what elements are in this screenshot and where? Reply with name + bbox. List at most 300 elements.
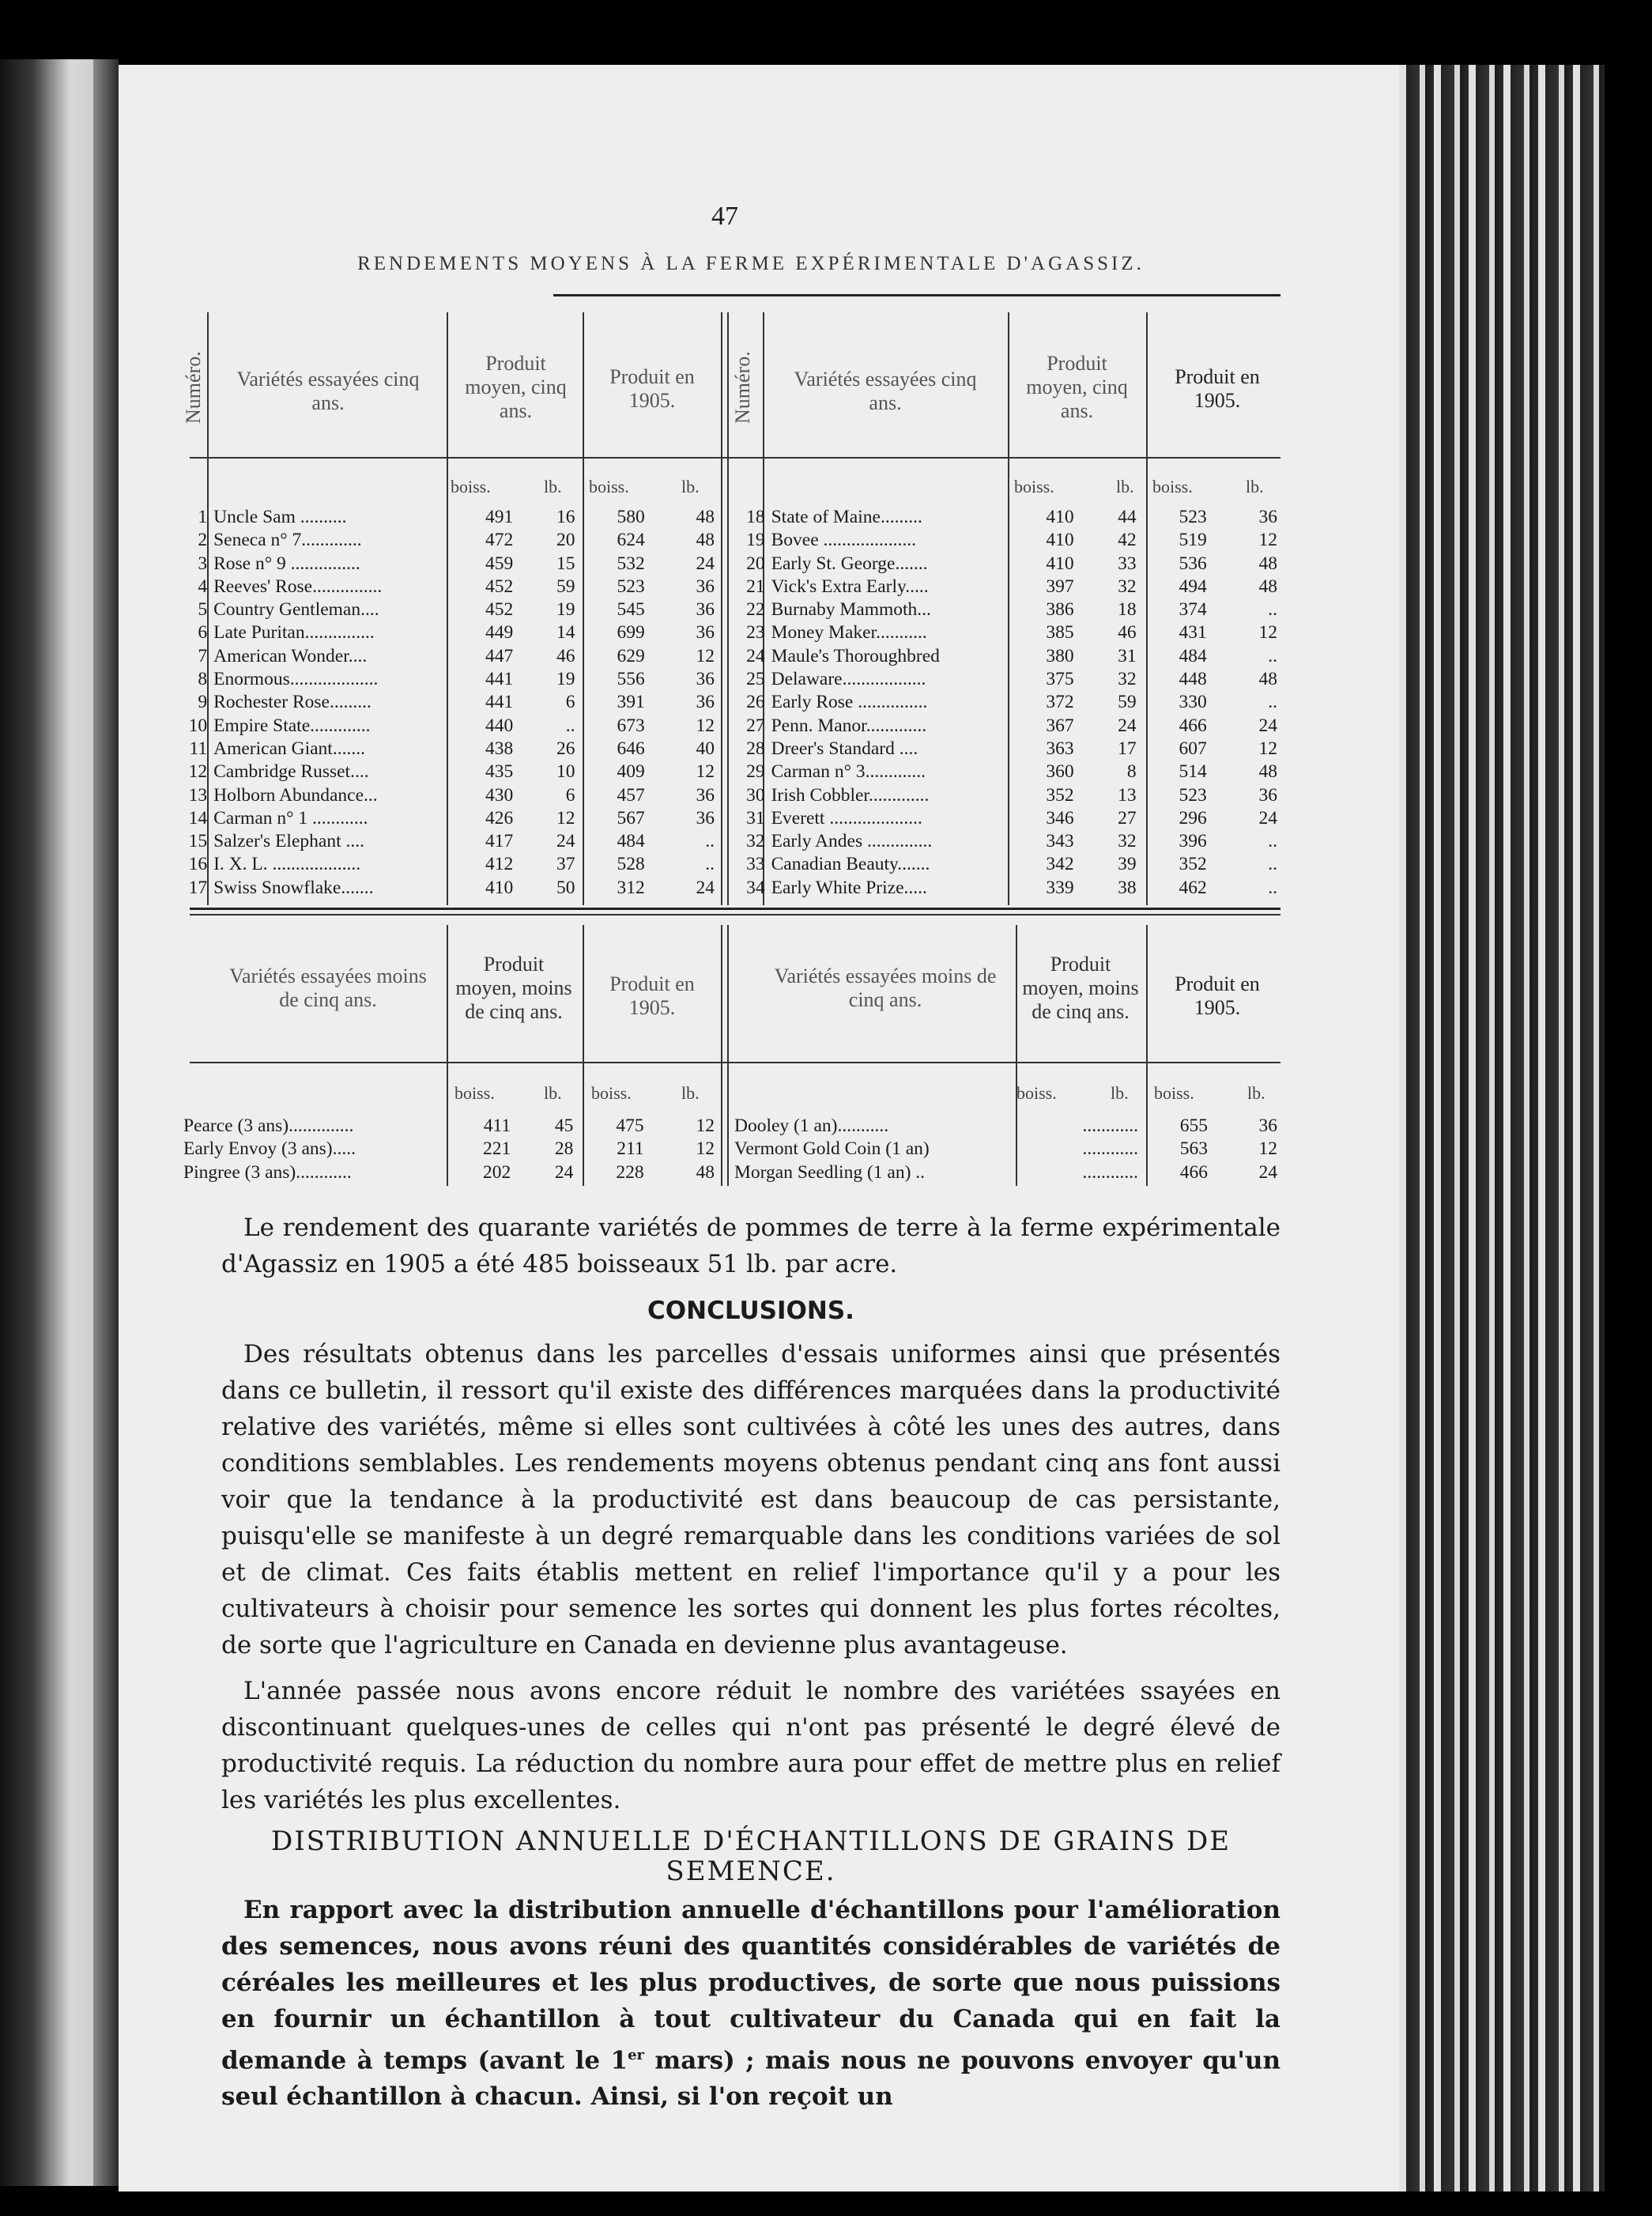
table2-col-variete-left: Variétés essayées moins de cinq ans. <box>229 965 427 1011</box>
cell-c: 484 <box>617 831 645 852</box>
cell-b: 37 <box>556 854 575 875</box>
cell-b: 31 <box>1118 645 1137 666</box>
cell-d: 12 <box>1258 738 1277 759</box>
cell-a: 410 <box>1046 553 1074 574</box>
cell-n: 18 <box>746 507 765 527</box>
cell-n: 22 <box>746 599 765 621</box>
table2-col-moyen-right: Produit moyen, moins de cinq ans. <box>1022 953 1139 1023</box>
cell-c: 563 <box>1179 1138 1208 1160</box>
cell-b: 33 <box>1118 553 1137 574</box>
cell-a: ............ <box>1082 1138 1138 1160</box>
unit-lb: lb. <box>1246 477 1264 496</box>
cell-n: 34 <box>746 877 765 898</box>
cell-d: 12 <box>1258 622 1277 644</box>
cell-c: 646 <box>617 738 645 759</box>
cell-c: 523 <box>1179 507 1207 527</box>
unit-lb: lb. <box>681 1083 700 1103</box>
cell-name: Canadian Beauty....... <box>771 854 930 875</box>
cell-d: 48 <box>1258 761 1277 783</box>
unit-lb: lb. <box>1116 477 1134 496</box>
cell-a: 367 <box>1046 715 1074 736</box>
cell-n: 28 <box>746 738 765 759</box>
table2-vline <box>721 925 722 1186</box>
cell-a: 441 <box>485 669 514 690</box>
cell-a: 343 <box>1046 831 1074 852</box>
cell-name: Holborn Abundance... <box>213 784 378 806</box>
cell-n: 16 <box>188 854 208 875</box>
cell-n: 17 <box>188 877 208 898</box>
cell-a: 459 <box>485 553 514 574</box>
cell-d: 48 <box>1258 669 1277 690</box>
table-row <box>731 621 1280 644</box>
cell-b: 19 <box>556 599 575 621</box>
cell-name: Irish Cobbler............. <box>771 784 930 806</box>
cell-name: Rose n° 9 ............... <box>213 553 360 574</box>
cell-b: 12 <box>556 807 575 829</box>
table1-col-variete-right: Variétés essayées cinq ans. <box>794 368 977 414</box>
cell-name: Burnaby Mammoth... <box>771 599 931 621</box>
cell-n: 19 <box>746 530 765 551</box>
cell-a: 440 <box>485 715 514 736</box>
cell-c: 466 <box>1179 715 1207 736</box>
cell-c: 523 <box>617 576 645 597</box>
cell-b: .. <box>565 715 575 736</box>
cell-d: 12 <box>696 1138 715 1160</box>
cell-name: Reeves' Rose............... <box>213 576 383 597</box>
cell-c: 580 <box>617 507 645 527</box>
cell-name: Early St. George....... <box>771 553 928 574</box>
cell-name: Enormous................... <box>213 669 379 690</box>
table-row <box>731 1138 1280 1161</box>
cell-d: 36 <box>696 599 715 621</box>
cell-a: 410 <box>1046 507 1074 527</box>
table-row <box>180 645 718 668</box>
table-row <box>180 715 718 738</box>
cell-n: 3 <box>198 553 208 574</box>
cell-a: 352 <box>1046 784 1074 806</box>
cell-name: State of Maine......... <box>771 507 922 527</box>
cell-a: 339 <box>1046 877 1074 898</box>
table-row <box>731 807 1280 830</box>
cell-d: .. <box>1268 599 1277 621</box>
cell-c: 409 <box>617 761 645 783</box>
cell-d: 48 <box>696 530 715 551</box>
cell-b: 13 <box>1118 784 1137 806</box>
table-row <box>180 738 718 761</box>
unit-boiss: boiss. <box>1152 477 1193 496</box>
cell-d: 48 <box>1258 553 1277 574</box>
cell-name: Uncle Sam .......... <box>213 507 347 527</box>
table2-header-rule <box>190 1062 1280 1063</box>
cell-n: 26 <box>746 692 765 713</box>
cell-c: 330 <box>1179 692 1207 713</box>
cell-c: 484 <box>1179 645 1207 666</box>
cell-n: 33 <box>746 854 765 875</box>
table1-bottom-rule <box>190 908 1280 910</box>
cell-d: 36 <box>696 669 715 690</box>
cell-b: 32 <box>1118 831 1137 852</box>
cell-a: 449 <box>485 622 514 644</box>
cell-n: 2 <box>198 530 208 551</box>
cell-a: 380 <box>1046 645 1074 666</box>
cell-name: Salzer's Elephant .... <box>213 831 364 852</box>
unit-lb: lb. <box>544 477 562 496</box>
cell-n: 1 <box>198 507 208 527</box>
cell-d: .. <box>1268 854 1277 875</box>
cell-n: 31 <box>746 807 765 829</box>
table-row <box>731 761 1280 783</box>
cell-b: 27 <box>1118 807 1137 829</box>
cell-d: 12 <box>696 1116 715 1136</box>
cell-c: 228 <box>616 1161 644 1183</box>
cell-d: 24 <box>696 553 715 574</box>
cell-d: 12 <box>1258 530 1277 551</box>
cell-d: 36 <box>696 622 715 644</box>
cell-b: 42 <box>1118 530 1137 551</box>
distribution-superscript: er <box>628 2047 645 2063</box>
cell-a: 202 <box>482 1161 511 1183</box>
table-row <box>731 598 1280 621</box>
cell-d: 36 <box>696 692 715 713</box>
table-row <box>731 668 1280 691</box>
table-row <box>180 576 718 598</box>
cell-name: Carman n° 3............. <box>771 761 926 783</box>
cell-name: Bovee .................... <box>771 530 917 551</box>
cell-c: 211 <box>617 1138 644 1160</box>
cell-name: Early Andes .............. <box>771 831 933 852</box>
cell-name: Money Maker........... <box>771 622 927 644</box>
cell-c: 699 <box>617 622 645 644</box>
table-row <box>180 553 718 576</box>
cell-a: 372 <box>1046 692 1074 713</box>
cell-b: 10 <box>556 761 575 783</box>
cell-name: Maule's Thoroughbred <box>771 645 940 666</box>
table2-col-moyen-left: Produit moyen, moins de cinq ans. <box>455 953 572 1023</box>
cell-c: 352 <box>1179 854 1207 875</box>
cell-a: 410 <box>485 877 514 898</box>
distribution-text-b: mars) ; mais nous ne pouvons envoyer qu'un seul échantillon à chacun. Ainsi, si l'on reçoit un <box>221 2046 1280 2112</box>
cell-name: Morgan Seedling (1 an) .. <box>734 1161 926 1183</box>
cell-b: 44 <box>1118 507 1137 527</box>
cell-d: .. <box>1268 692 1277 713</box>
unit-lb: lb. <box>1111 1083 1129 1103</box>
table-row <box>180 529 718 552</box>
cell-c: 296 <box>1179 807 1207 829</box>
table2-right-body <box>731 1115 1280 1184</box>
cell-d: 36 <box>1258 507 1277 527</box>
cell-b: 17 <box>1118 738 1137 759</box>
table1-col-moyen-right: Produit moyen, cinq ans. <box>1026 352 1128 422</box>
cell-c: 312 <box>617 877 645 898</box>
table1-col-variete-left: Variétés essayées cinq ans. <box>236 368 420 414</box>
table2-vline <box>727 925 729 1186</box>
table1-col-1905-right: Produit en 1905. <box>1175 365 1260 412</box>
cell-name: Early White Prize..... <box>771 877 927 898</box>
cell-b: 50 <box>556 877 575 898</box>
cell-a: 435 <box>485 761 514 783</box>
cell-name: American Giant....... <box>213 738 365 759</box>
cell-b: 32 <box>1118 576 1137 597</box>
cell-n: 23 <box>746 622 765 644</box>
cell-n: 24 <box>746 645 765 666</box>
table1-col-numero-right: Numéro. <box>731 351 754 424</box>
cell-c: 448 <box>1179 669 1207 690</box>
table-row <box>180 691 718 714</box>
cell-a: ............ <box>1082 1161 1138 1183</box>
table1-right-body <box>731 506 1280 900</box>
cell-d: 12 <box>696 645 715 666</box>
cell-d: 36 <box>696 784 715 806</box>
cell-a: ............ <box>1082 1116 1138 1136</box>
distribution-text-a: En rapport avec la distribution annuelle d'échantillons pour l'amélioration des semences, nous avons réuni des quantités considérables de variétés de céréales les meilleures et les plus productives, de sorte que nous puissions en fournir un échantillon à tout cultivateur du Canada qui en fait la demande à temps (avant le 1 <box>221 1896 1280 2075</box>
cell-a: 417 <box>485 831 514 852</box>
running-header: RENDEMENTS MOYENS À LA FERME EXPÉRIMENTALE D'AGASSIZ. <box>357 253 1145 274</box>
table2-left-body <box>180 1115 718 1184</box>
cell-c: 629 <box>617 645 645 666</box>
cell-n: 7 <box>198 645 208 666</box>
table1-col-numero-left: Numéro. <box>182 351 205 424</box>
table1-bottom-rule-2 <box>190 914 1280 915</box>
cell-n: 27 <box>746 715 765 736</box>
cell-a: 221 <box>482 1138 511 1160</box>
cell-a: 447 <box>485 645 514 666</box>
cell-b: 6 <box>565 692 575 713</box>
cell-b: 8 <box>1126 761 1137 783</box>
cell-name: Early Envoy (3 ans)..... <box>183 1138 356 1160</box>
table-row <box>731 1161 1280 1184</box>
unit-boiss: boiss. <box>451 477 491 496</box>
book-page-edges <box>1399 65 1605 2191</box>
table-row <box>731 830 1280 853</box>
cell-d: 24 <box>1258 807 1277 829</box>
cell-name: Delaware.................. <box>771 669 926 690</box>
cell-d: 24 <box>1258 715 1277 736</box>
summary-paragraph: Le rendement des quarante variétés de pommes de terre à la ferme expérimentale d'Agassiz en 1905 a été 485 boisseaux 51 lb. par acre. <box>221 1214 1280 1278</box>
cell-name: Carman n° 1 ............ <box>213 807 368 829</box>
cell-b: 19 <box>556 669 575 690</box>
page-number: 47 <box>711 202 738 231</box>
cell-a: 441 <box>485 692 514 713</box>
table1-header-rule <box>190 457 1280 459</box>
table-row <box>180 761 718 783</box>
table1-col-moyen-left: Produit moyen, cinq ans. <box>465 352 567 422</box>
cell-name: Seneca n° 7............. <box>213 530 362 551</box>
cell-c: 519 <box>1179 530 1207 551</box>
unit-boiss: boiss. <box>591 1083 632 1103</box>
cell-b: 45 <box>554 1116 574 1136</box>
cell-b: 46 <box>1118 622 1137 644</box>
cell-b: 46 <box>556 645 575 666</box>
cell-d: .. <box>705 831 715 852</box>
table-row <box>180 1138 718 1161</box>
cell-c: 556 <box>617 669 645 690</box>
cell-a: 375 <box>1046 669 1074 690</box>
cell-b: 39 <box>1118 854 1137 875</box>
distribution-heading <box>229 1826 1273 1886</box>
cell-a: 430 <box>485 784 514 806</box>
cell-b: 24 <box>556 831 575 852</box>
table-row <box>180 598 718 621</box>
table-row <box>731 715 1280 738</box>
cell-d: 12 <box>696 761 715 783</box>
cell-n: 13 <box>188 784 208 806</box>
cell-a: 385 <box>1046 622 1074 644</box>
cell-name: Penn. Manor............. <box>771 715 927 736</box>
table-row <box>180 506 718 529</box>
cell-c: 396 <box>1179 831 1207 852</box>
cell-d: 40 <box>696 738 715 759</box>
table1-vline <box>727 312 729 905</box>
table-row <box>731 553 1280 576</box>
cell-a: 452 <box>485 576 514 597</box>
table-row <box>731 738 1280 761</box>
cell-b: 28 <box>554 1138 574 1160</box>
cell-c: 475 <box>616 1116 644 1136</box>
book-gutter <box>93 59 119 2186</box>
table-row <box>731 877 1280 900</box>
cell-b: 26 <box>556 738 575 759</box>
distribution-paragraph <box>221 1892 1280 2115</box>
cell-d: 12 <box>1258 1138 1277 1160</box>
cell-n: 29 <box>746 761 765 783</box>
cell-d: 48 <box>696 1161 715 1183</box>
table-row <box>731 853 1280 876</box>
unit-boiss: boiss. <box>454 1083 495 1103</box>
table-row <box>731 691 1280 714</box>
unit-boiss: boiss. <box>1016 1083 1057 1103</box>
conclusions-heading: CONCLUSIONS. <box>647 1297 854 1325</box>
conclusions-paragraph-2: L'année passée nous avons encore réduit le nombre des variétées ssayées en discontinuant quelques-unes de celles qui n'ont pas présenté le degré élevé de productivité requis. La réduction du nombre aura pour effet de mettre plus en relief les variétés les plus excellentes. <box>221 1677 1280 1814</box>
cell-a: 386 <box>1046 599 1074 621</box>
table-row <box>731 529 1280 552</box>
cell-d: 36 <box>696 807 715 829</box>
cell-c: 624 <box>617 530 645 551</box>
unit-lb: lb. <box>544 1083 562 1103</box>
cell-b: 18 <box>1118 599 1137 621</box>
cell-n: 32 <box>746 831 765 852</box>
cell-n: 6 <box>198 622 208 644</box>
unit-boiss: boiss. <box>1014 477 1054 496</box>
cell-c: 374 <box>1179 599 1207 621</box>
cell-n: 21 <box>746 576 765 597</box>
cell-a: 360 <box>1046 761 1074 783</box>
table1-col-1905-left: Produit en 1905. <box>609 365 695 412</box>
cell-name: I. X. L. ................... <box>213 854 361 875</box>
table-row <box>180 807 718 830</box>
cell-d: 36 <box>696 576 715 597</box>
distribution-heading-line1: DISTRIBUTION ANNUELLE D'ÉCHANTILLONS DE GRAINS DE <box>270 1825 1231 1857</box>
cell-d: 24 <box>1258 1161 1277 1183</box>
cell-c: 528 <box>617 854 645 875</box>
cell-n: 15 <box>188 831 208 852</box>
cell-b: 59 <box>556 576 575 597</box>
cell-c: 391 <box>617 692 645 713</box>
table1-top-rule <box>553 294 1280 296</box>
cell-a: 412 <box>485 854 514 875</box>
table-row <box>731 576 1280 598</box>
table1-left-body <box>180 506 718 900</box>
table-row <box>180 830 718 853</box>
cell-a: 472 <box>485 530 514 551</box>
cell-c: 457 <box>617 784 645 806</box>
cell-c: 545 <box>617 599 645 621</box>
cell-b: 6 <box>565 784 575 806</box>
table-row <box>180 1115 718 1138</box>
cell-a: 452 <box>485 599 514 621</box>
cell-name: Dooley (1 an)........... <box>734 1116 889 1136</box>
cell-name: Vermont Gold Coin (1 an) <box>734 1138 930 1160</box>
table-row <box>180 668 718 691</box>
cell-name: Swiss Snowflake....... <box>213 877 374 898</box>
cell-d: .. <box>1268 645 1277 666</box>
cell-d: 48 <box>1258 576 1277 597</box>
cell-name: Late Puritan............... <box>213 622 375 644</box>
cell-b: 16 <box>556 507 575 527</box>
cell-a: 363 <box>1046 738 1074 759</box>
table-row <box>731 784 1280 807</box>
cell-c: 532 <box>617 553 645 574</box>
cell-c: 523 <box>1179 784 1207 806</box>
cell-c: 567 <box>617 807 645 829</box>
table2-col-1905-left: Produit en 1905. <box>609 972 695 1019</box>
unit-boiss: boiss. <box>589 477 629 496</box>
table-row <box>180 621 718 644</box>
unit-boiss: boiss. <box>1154 1083 1194 1103</box>
cell-n: 11 <box>189 738 208 759</box>
cell-d: 12 <box>696 715 715 736</box>
cell-name: Pingree (3 ans)............ <box>183 1161 352 1183</box>
cell-d: 36 <box>1258 784 1277 806</box>
cell-name: Rochester Rose......... <box>213 692 372 713</box>
table-row <box>180 784 718 807</box>
cell-b: 14 <box>556 622 575 644</box>
cell-c: 673 <box>617 715 645 736</box>
cell-c: 536 <box>1179 553 1207 574</box>
table2-col-1905-right: Produit en 1905. <box>1175 972 1260 1019</box>
table-row <box>731 645 1280 668</box>
table-row <box>180 877 718 900</box>
cell-c: 514 <box>1179 761 1207 783</box>
table-row <box>731 1115 1280 1138</box>
cell-name: Country Gentleman.... <box>213 599 379 621</box>
cell-n: 9 <box>198 692 208 713</box>
cell-n: 20 <box>746 553 765 574</box>
cell-d: 48 <box>696 507 715 527</box>
cell-b: 59 <box>1118 692 1137 713</box>
cell-d: 36 <box>1258 1116 1277 1136</box>
cell-b: 24 <box>554 1161 574 1183</box>
cell-a: 397 <box>1046 576 1074 597</box>
cell-c: 462 <box>1179 877 1207 898</box>
unit-lb: lb. <box>681 477 700 496</box>
cell-a: 491 <box>485 507 514 527</box>
cell-name: Early Rose ............... <box>771 692 928 713</box>
cell-d: .. <box>705 854 715 875</box>
cell-n: 12 <box>188 761 208 783</box>
cell-c: 655 <box>1179 1116 1208 1136</box>
cell-name: Vick's Extra Early..... <box>771 576 929 597</box>
cell-a: 342 <box>1046 854 1074 875</box>
table1-vline <box>721 312 722 905</box>
table-row <box>180 1161 718 1184</box>
cell-c: 607 <box>1179 738 1207 759</box>
cell-b: 32 <box>1118 669 1137 690</box>
table-row <box>731 506 1280 529</box>
table-row <box>180 853 718 876</box>
cell-n: 5 <box>198 599 208 621</box>
cell-b: 38 <box>1118 877 1137 898</box>
cell-a: 411 <box>483 1116 511 1136</box>
